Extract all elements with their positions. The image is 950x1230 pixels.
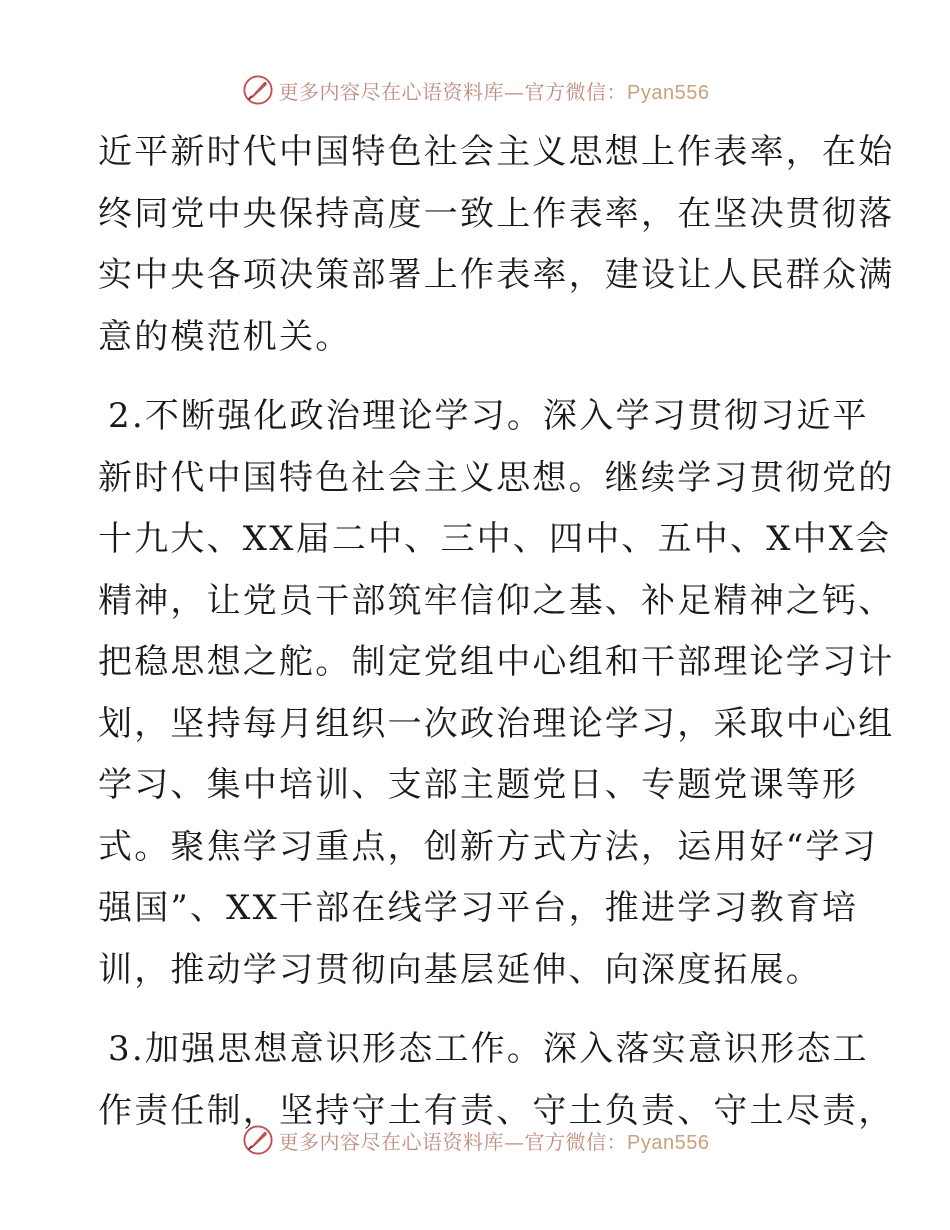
footer-watermark-banner [0, 1120, 950, 1160]
quill-logo-icon [241, 73, 275, 107]
footer-wechat-id: Pyan556 [627, 1131, 710, 1154]
text-line: 十九大、XX届二中、三中、四中、五中、X中X会 [98, 519, 892, 559]
text-line: 训，推动学习贯彻向基层延伸、向深度拓展。 [98, 949, 822, 990]
text-line: 强国”、XX干部在线学习平台，推进学习教育培 [98, 888, 859, 928]
text-line: 学习、集中培训、支部主题党日、专题党课等形 [98, 765, 859, 805]
footer-banner-text: 更多内容尽在心语资料库—官方微信：Pyan556 [278, 1129, 710, 1154]
header-banner-text: 更多内容尽在心语资料库—官方微信：Pyan556 [278, 79, 710, 104]
header-wechat-id: Pyan556 [627, 81, 710, 104]
header-watermark-banner [0, 70, 950, 110]
paragraph-1 [98, 122, 895, 368]
text-line: 2.不断强化政治理论学习。深入学习贯彻习近平 [108, 396, 869, 436]
quill-logo-icon [241, 1123, 275, 1157]
text-line: 近平新时代中国特色社会主义思想上作表率，在始 [98, 132, 895, 172]
text-line: 划，坚持每月组织一次政治理论学习，采取中心组 [98, 703, 895, 744]
text-line: 实中央各项决策部署上作表率，建设让人民群众满 [98, 255, 895, 295]
text-line: 作责任制，坚持守土有责、守土负责、守土尽责， [98, 1090, 895, 1131]
text-line: 3.加强思想意识形态工作。深入落实意识形态工 [108, 1029, 869, 1069]
text-line: 精神，让党员干部筑牢信仰之基、补足精神之钙、 [98, 580, 895, 621]
text-line: 终同党中央保持高度一致上作表率，在坚决贯彻落 [98, 193, 895, 234]
text-line: 式。聚焦学习重点，创新方式方法，运用好“学习 [98, 826, 878, 867]
text-line: 意的模范机关。 [98, 316, 352, 357]
paragraph-2 [98, 386, 895, 1001]
text-line: 把稳思想之舵。制定党组中心组和干部理论学习计 [98, 642, 895, 682]
document-body [98, 122, 895, 1142]
text-line: 新时代中国特色社会主义思想。继续学习贯彻党的 [98, 457, 895, 498]
